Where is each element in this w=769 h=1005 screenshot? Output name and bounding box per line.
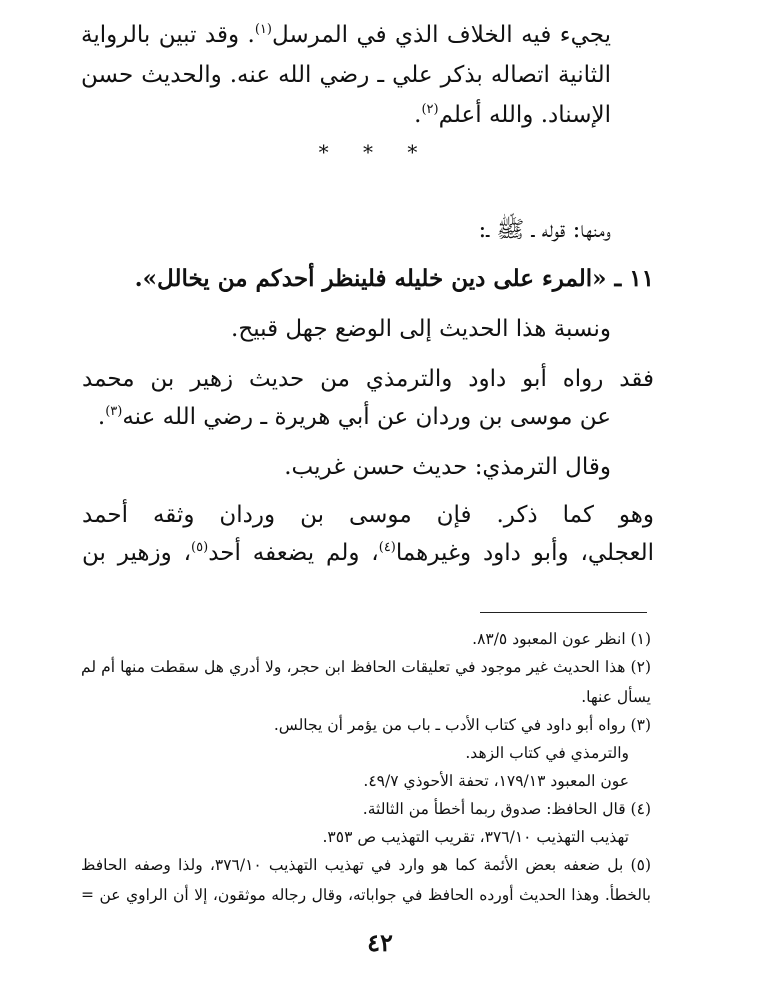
footnote-3-line-2: والترمذي في كتاب الزهد. xyxy=(465,744,629,762)
body-line-3-text-after: . xyxy=(414,102,422,128)
footnote-4-line-1: (٤) قال الحافظ: صدوق ربما أخطأ من الثالثة. xyxy=(362,800,651,818)
footnote-ref-3[interactable]: (٣) xyxy=(105,404,123,419)
footnote-separator xyxy=(480,612,647,613)
footnote-ref-4[interactable]: (٤) xyxy=(378,540,396,555)
footnote-1: (١) انظر عون المعبود ٨٣/٥. xyxy=(472,630,651,648)
body-line-1 xyxy=(81,20,611,50)
body-line-11 xyxy=(82,538,654,568)
hadith-heading: ١١ ـ «المرء على دين خليله فلينظر أحدكم من يخالل». xyxy=(134,265,654,292)
footnote-3-line-3: عون المعبود ١٧٩/١٣، تحفة الأحوذي ٤٩/٧. xyxy=(363,772,629,790)
section-divider-stars: * * * xyxy=(318,140,432,164)
footnote-ref-5[interactable]: (٥) xyxy=(191,540,209,555)
body-line-8-text-after: . xyxy=(97,404,106,430)
body-line-3 xyxy=(414,100,611,130)
body-line-1-text-after: . وقد تبين بالرواية xyxy=(81,22,255,48)
body-line-1-text: يجيء فيه الخلاف الذي في المرسل xyxy=(271,22,611,48)
body-line-3-text: الإسناد. والله أعلم xyxy=(438,102,611,128)
footnote-ref-2[interactable]: (٢) xyxy=(421,102,439,117)
body-line-9: وقال الترمذي: حديث حسن غريب. xyxy=(284,454,611,480)
footnote-3-line-1: (٣) رواه أبو داود في كتاب الأدب ـ باب من يؤمر أن يجالس. xyxy=(273,716,651,734)
page-number: ٤٢ xyxy=(367,928,393,957)
body-line-11-part-3: ، وزهير بن xyxy=(82,540,192,566)
body-line-11-part-2: ، ولم يضعفه أحد xyxy=(208,540,379,566)
footnote-4-line-2: تهذيب التهذيب ٣٧٦/١٠، تقريب التهذيب ص ٣٥٣. xyxy=(322,828,629,846)
section-intro: ومنها: قوله ـ ﷺ ـ: xyxy=(478,217,611,243)
footnote-5-line-1: (٥) بل ضعفه بعض الأئمة كما هو وارد في تهذيب التهذيب ٣٧٦/١٠، ولذا وصفه الحافظ xyxy=(81,856,651,874)
footnote-2-line-2: يسأل عنها. xyxy=(581,688,651,706)
body-line-10: وهو كما ذكر. فإن موسى بن وردان وثقه أحمد xyxy=(82,502,654,528)
body-line-6: ونسبة هذا الحديث إلى الوضع جهل قبيح. xyxy=(231,316,611,342)
body-line-7: فقد رواه أبو داود والترمذي من حديث زهير بن محمد xyxy=(82,366,654,392)
footnote-5-line-2: بالخطأ. وهذا الحديث أورده الحافظ في جواباته، وقال رجاله موثقون، إلا أن الراوي عن = xyxy=(81,886,651,904)
body-line-8 xyxy=(98,402,611,432)
footnote-2-line-1: (٢) هذا الحديث غير موجود في تعليقات الحافظ ابن حجر، ولا أدري هل سقطت منها أم لم xyxy=(81,658,651,676)
footnote-ref-1[interactable]: (١) xyxy=(254,22,272,37)
body-line-11-part-1: العجلي، وأبو داود وغيرهما xyxy=(395,540,654,566)
body-line-8-text: عن موسى بن وردان عن أبي هريرة ـ رضي الله عنه xyxy=(122,404,611,430)
body-line-2: الثانية اتصاله بذكر علي ـ رضي الله عنه. والحديث حسن xyxy=(81,62,611,88)
